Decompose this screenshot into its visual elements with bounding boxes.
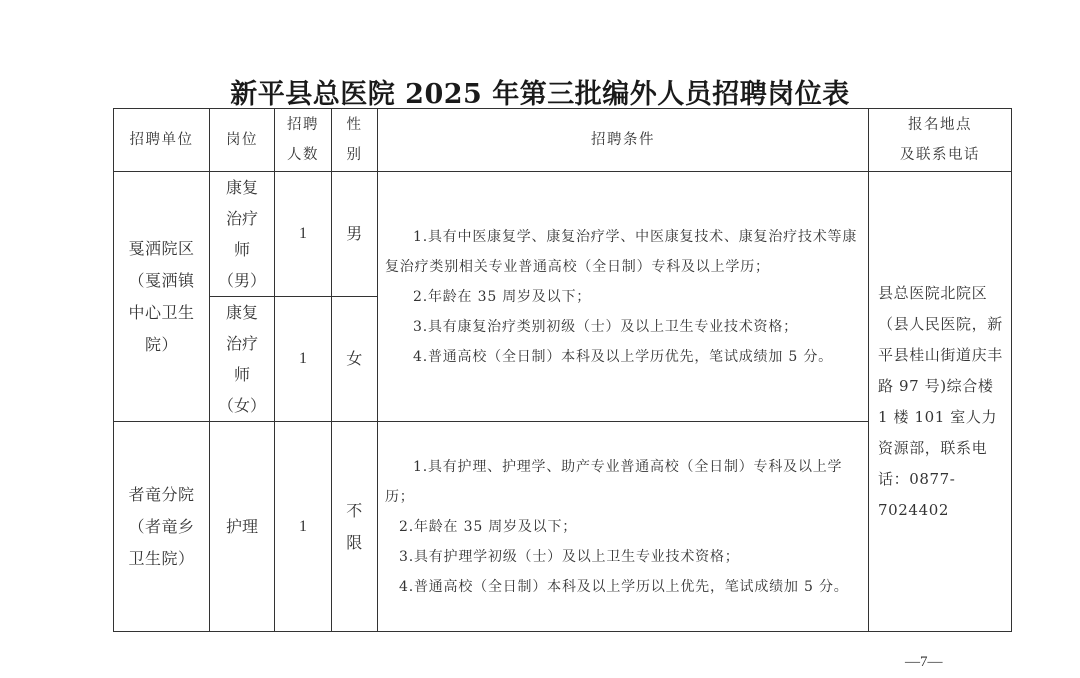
position-cell: 护理 [210,422,275,632]
gender-cell: 男 [332,172,378,297]
recruitment-table [113,108,1012,632]
header-gender: 性 别 [332,109,378,172]
unit-cell: 者竜分院 （者竜乡 卫生院） [114,422,210,632]
gender-cell: 女 [332,297,378,422]
count-cell: 1 [275,297,332,422]
count-cell: 1 [275,172,332,297]
header-unit: 招聘单位 [114,109,210,172]
header-row [114,109,1012,172]
header-contact: 报名地点 及联系电话 [869,109,1012,172]
count-cell: 1 [275,422,332,632]
header-position: 岗位 [210,109,275,172]
gender-cell: 不 限 [332,422,378,632]
header-count: 招聘 人数 [275,109,332,172]
unit-cell: 戛洒院区 （戛洒镇 中心卫生 院） [114,172,210,422]
contact-cell: 县总医院北院区（县人民医院，新平县桂山街道庆丰路 97 号)综合楼 1 楼 101 室人力资源部，联系电话：0877-7024402 [869,172,1012,632]
position-cell: 康复 治疗 师 （男） [210,172,275,297]
position-cell: 康复 治疗 师 （女） [210,297,275,422]
page-number: —7— [905,654,943,670]
table-row [114,172,1012,297]
conditions-cell: 1.具有护理、护理学、助产专业普通高校（全日制）专科及以上学历； 2.年龄在 35 周岁及以下； 3.具有护理学初级（士）及以上卫生专业技术资格； 4.普通高校（全日制）本科及以上学历以上优先，笔试成绩加 5 分。 [378,422,869,632]
conditions-cell: 1.具有中医康复学、康复治疗学、中医康复技术、康复治疗技术等康复治疗类别相关专业普通高校（全日制）专科及以上学历； 2.年龄在 35 周岁及以下； 3.具有康复治疗类别初级（士）及以上卫生专业技术资格； 4.普通高校（全日制）本科及以上学历优先，笔试成绩加 5 分。 [378,172,869,422]
header-conditions: 招聘条件 [378,109,869,172]
document-title: 新平县总医院 2025 年第三批编外人员招聘岗位表 [230,79,850,110]
